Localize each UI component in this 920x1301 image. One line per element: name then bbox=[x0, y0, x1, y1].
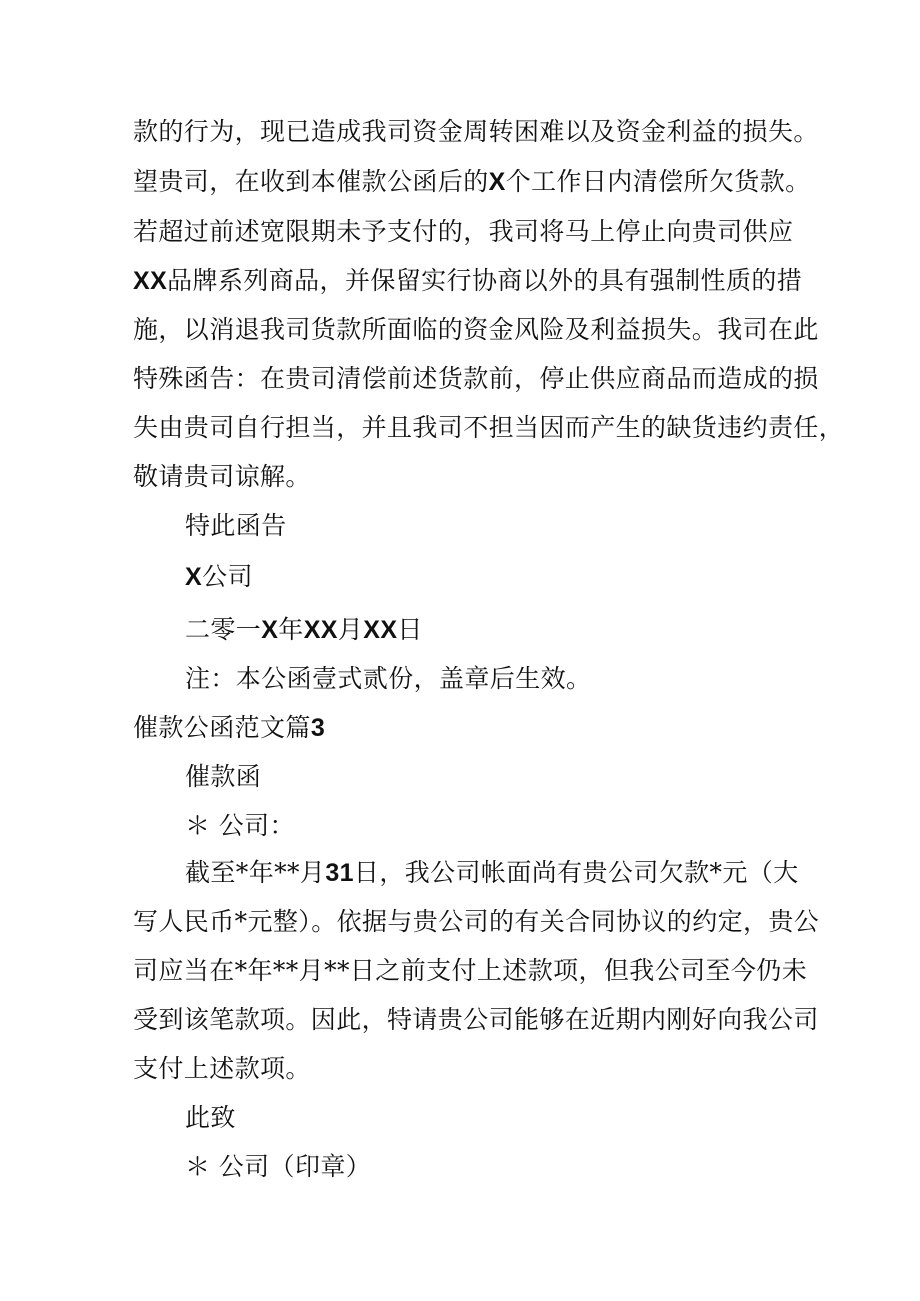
paragraph-line: XX品牌系列商品，并保留实行协商以外的具有强制性质的措 bbox=[133, 266, 803, 295]
date-line: 二零一X年XX月XX日 bbox=[185, 615, 423, 644]
paragraph-line: 失由贵司自行担当，并且我司不担当因而产生的缺货违约责任， bbox=[133, 413, 845, 442]
section-title: 催款公函范文篇3 bbox=[133, 713, 326, 742]
paragraph-line: 施，以消退我司货款所面临的资金风险及利益损失。我司在此 bbox=[133, 315, 819, 344]
closing-phrase: 特此函告 bbox=[185, 511, 287, 540]
paragraph-line: 若超过前述宽限期未予支付的，我司将马上停止向贵司供应 bbox=[133, 217, 794, 246]
paragraph-line: 敬请贵司谅解。 bbox=[133, 462, 311, 491]
paragraph-line: 款的行为，现已造成我司资金周转困难以及资金利益的损失。 bbox=[133, 117, 819, 146]
body-line: 受到该笔款项。因此，特请贵公司能够在近期内刚好向我公司 bbox=[133, 1005, 819, 1034]
body-line: 写人民币*元整）。依据与贵公司的有关合同协议的约定，贵公 bbox=[133, 907, 820, 936]
company-name: X公司 bbox=[185, 562, 253, 591]
body-line: 截至*年**月31日，我公司帐面尚有贵公司欠款*元（大 bbox=[185, 858, 799, 887]
salutation: 此致 bbox=[185, 1103, 236, 1132]
note-line: 注：本公函壹式贰份，盖章后生效。 bbox=[185, 664, 592, 693]
recipient-line: ＊ 公司： bbox=[185, 811, 295, 840]
body-line: 司应当在*年**月**日之前支付上述款项，但我公司至今仍未 bbox=[133, 956, 808, 985]
body-line: 支付上述款项。 bbox=[133, 1054, 311, 1083]
signature-line: ＊ 公司（印章） bbox=[185, 1152, 372, 1181]
paragraph-line: 特殊函告：在贵司清偿前述货款前，停止供应商品而造成的损 bbox=[133, 364, 819, 393]
letter-title: 催款函 bbox=[185, 762, 262, 791]
paragraph-line: 望贵司，在收到本催款公函后的X个工作日内清偿所欠货款。 bbox=[133, 167, 811, 196]
